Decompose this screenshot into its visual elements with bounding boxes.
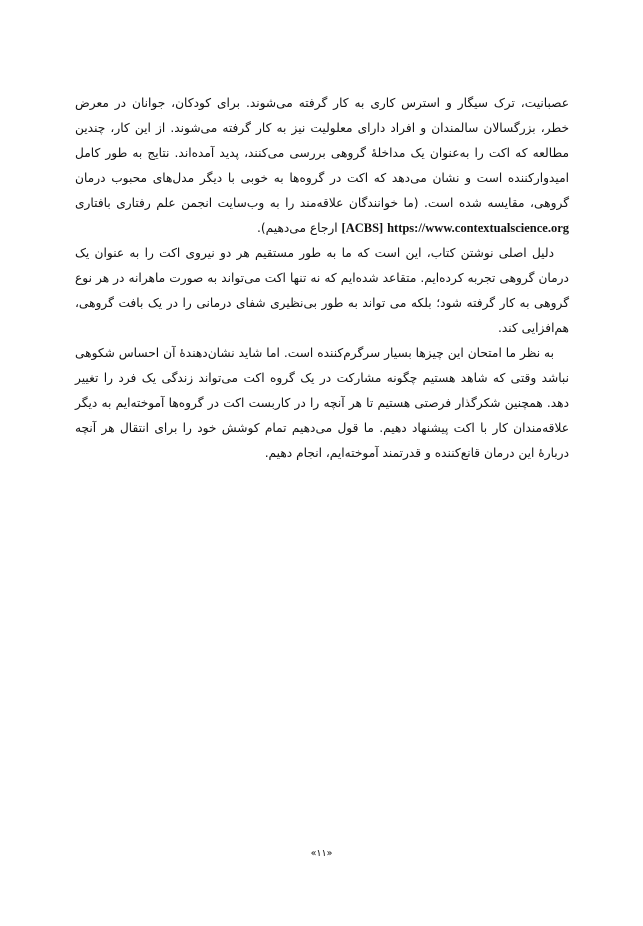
page-number: «۱۱»: [310, 848, 333, 859]
website-url[interactable]: https://www.contextualscience.org: [387, 221, 569, 235]
paragraph-1-ending: ارجاع می‌دهیم).: [257, 221, 342, 235]
acbs-abbreviation: [ACBS]: [341, 221, 384, 235]
paragraph-1-text: عصبانیت، ترک سیگار و استرس کاری به کار گرفته می‌شوند. برای کودکان، جوانان در معرض خطر، بزرگسالان سالمندان و افراد دارای معلولیت نیز به کار گرفته می‌شوند. از این کار، چندین مطالعه که اکت را به‌عنوان یک مداخلهٔ گروهی بررسی می‌کنند، پدید آمده‌اند. نتایج به طور کامل امیدوارکننده است و نشان می‌دهد که اکت در گروه‌ها به خوبی با دیگر مدل‌های محبوب درمان گروهی، مقایسه شده است. (ما خوانندگان علاقه‌مند را به وب‌سایت انجمن علم رفتاری بافتاری: [75, 96, 569, 210]
body-text: [75, 91, 569, 466]
paragraph-3: به نظر ما امتحان این چیزها بسیار سرگرم‌کننده است. اما شاید نشان‌دهندهٔ آن احساس شکوهی نباشد وقتی که شاهد هستیم چگونه مشارکت در یک گروه اکت می‌تواند زندگی یک فرد را تغییر دهد. همچنین شکرگذار فرصتی هستیم تا هر آنچه را در کاربست اکت در گروه‌ها آموخته‌ایم به دیگر علاقه‌مندان کار با اکت پیشنهاد دهیم. ما قول می‌دهیم تمام کوشش خود را برای انتقال هر آنچه دربارهٔ این درمان قانع‌کننده و قدرتمند آموخته‌ایم، انجام دهیم.: [75, 346, 569, 460]
paragraph-1: [75, 91, 569, 241]
paragraph-2: دلیل اصلی نوشتن کتاب، این است که ما به طور مستقیم هر دو نیروی اکت را به عنوان یک درمان گروهی تجربه کرده‌ایم. متقاعد شده‌ایم که نه تنها اکت می‌تواند به صورت ماهرانه در هر نوع گروهی به کار گرفته شود؛ بلکه می تواند به طور بی‌نظیری شفای درمانی را در یک بافت گروهی، هم‌افزایی کند.: [75, 246, 569, 335]
